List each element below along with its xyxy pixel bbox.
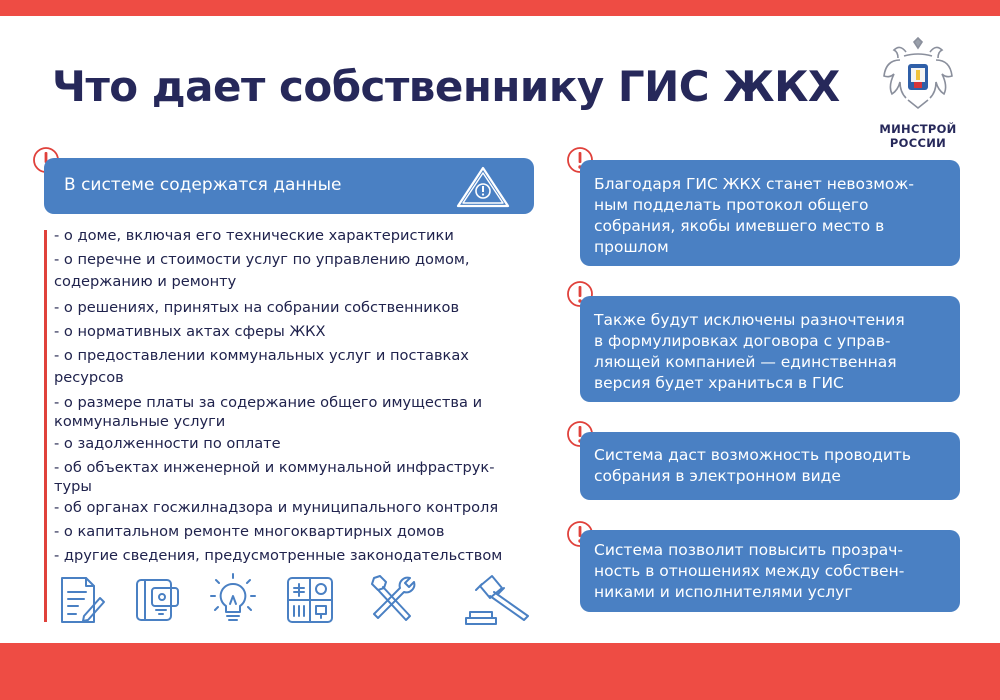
info-card-protocol xyxy=(580,160,960,266)
list-item: - о перечне и стоимости услуг по управлению домом, содержанию и ремонту xyxy=(54,251,470,290)
tools-icon xyxy=(366,572,418,626)
list-item: - о капитальном ремонте многоквартирных домов xyxy=(54,523,445,540)
list-item: - об органах госжилнадзора и муниципального контроля xyxy=(54,499,499,516)
data-contents-header xyxy=(44,158,534,214)
list-item: - о размере платы за содержание общего имущества и коммунальные услуги xyxy=(54,394,483,430)
list-item: - о предоставлении коммунальных услуг и поставках ресурсов xyxy=(54,347,469,386)
utilities-panel-icon xyxy=(284,574,336,626)
page-title: Что дает собственнику ГИС ЖКХ xyxy=(52,62,840,111)
info-card-transparency xyxy=(580,530,960,612)
list-item: - о задолженности по оплате xyxy=(54,435,281,452)
list-item: - об объектах инженерной и коммунальной инфраструк- туры xyxy=(54,459,495,495)
minstroy-emblem xyxy=(874,34,962,152)
left-red-divider xyxy=(44,230,47,622)
info-card-text: Система позволит повысить прозрач- ность в отношениях между собствен- никами и исполнителями услуг xyxy=(594,541,905,601)
info-card-text: Система даст возможность проводить собрания в электронном виде xyxy=(594,446,912,485)
warning-triangle-icon xyxy=(454,164,512,210)
wallet-icon xyxy=(132,574,182,626)
list-item: - о нормативных актах сферы ЖКХ xyxy=(54,323,326,340)
lightbulb-icon xyxy=(208,572,258,626)
info-card-contract xyxy=(580,296,960,402)
info-card-text: Благодаря ГИС ЖКХ станет невозмож- ным подделать протокол общего собрания, якобы имевшего место в прошлом xyxy=(594,175,914,256)
list-item: - другие сведения, предусмотренные законодательством xyxy=(54,547,503,564)
info-card-meetings xyxy=(580,432,960,500)
list-item: - о доме, включая его технические характеристики xyxy=(54,227,454,244)
gavel-icon xyxy=(462,572,540,628)
emblem-line-2: РОССИИ xyxy=(889,136,947,150)
top-red-bar xyxy=(0,0,1000,16)
coat-of-arms-icon xyxy=(878,34,958,114)
emblem-line-1: МИНСТРОЙ xyxy=(879,122,957,136)
document-icon xyxy=(56,574,106,626)
bottom-red-bar xyxy=(0,643,1000,700)
info-card-text: Также будут исключены разночтения в формулировках договора с управ- ляющей компанией — единственная версия будет храниться в ГИС xyxy=(594,311,905,392)
data-contents-header-label: В системе содержатся данные xyxy=(64,175,342,195)
list-item: - о решениях, принятых на собрании собственников xyxy=(54,299,460,316)
